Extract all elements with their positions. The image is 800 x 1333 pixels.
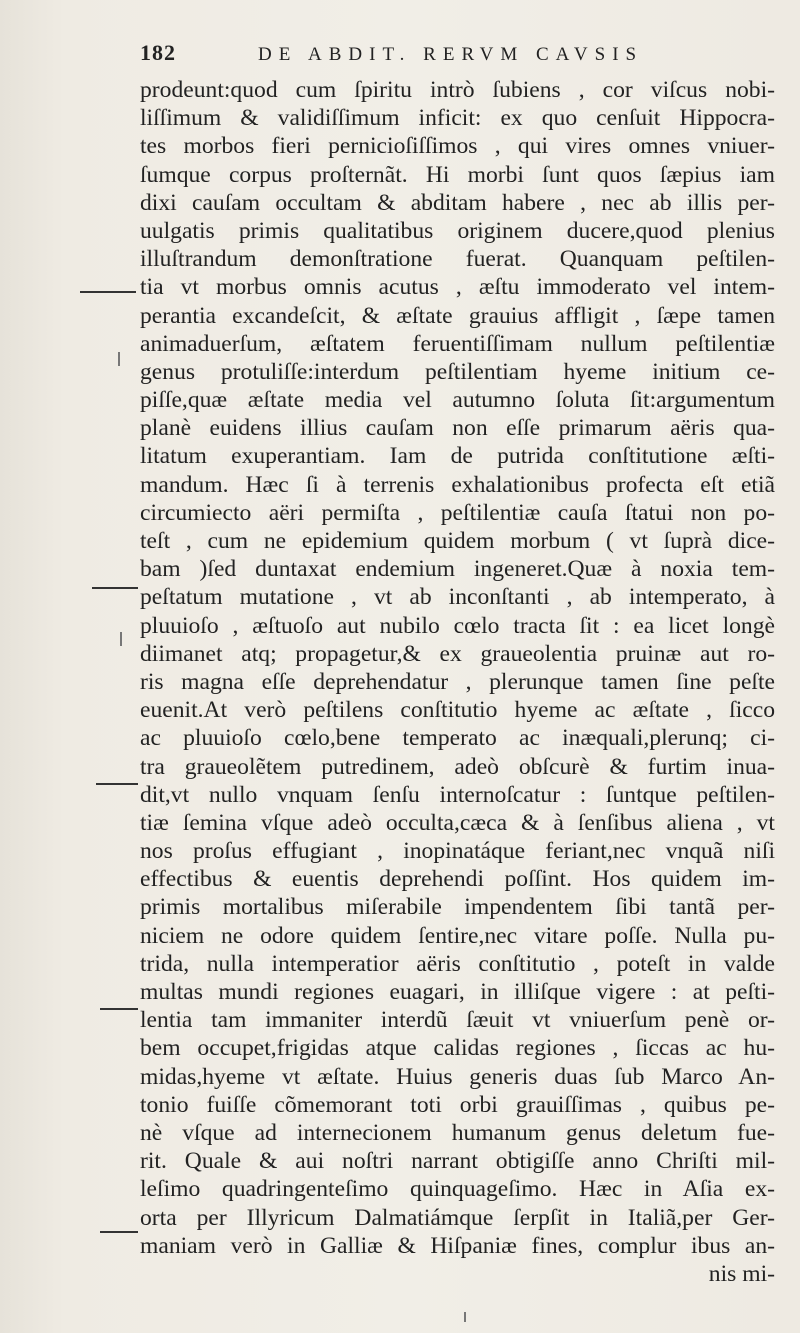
text-line: tonio fuiſſe cõmemorant toti orbi grauiſſimas , quibus pe- bbox=[140, 1091, 775, 1118]
text-line: ſumque corpus proſternãt. Hi morbi ſunt quos ſæpius iam bbox=[140, 161, 775, 188]
text-line: pluuioſo , æſtuoſo aut nubilo cœlo tracta ſit : ea licet longè bbox=[140, 612, 775, 639]
text-line: nos proſus effugiant , inopinatáque feriant,nec vnquã niſi bbox=[140, 838, 775, 865]
text-line: dit,vt nullo vnquam ſenſu internoſcatur : ſuntque peſtilen- bbox=[140, 781, 775, 808]
text-line: bem occupet,frigidas atque calidas regiones , ſiccas ac hu- bbox=[140, 1035, 775, 1062]
catchword: nis mi- bbox=[708, 1260, 775, 1287]
text-line: leſimo quadringenteſimo quinquageſimo. Hæc in Aſia ex- bbox=[140, 1176, 775, 1203]
text-line: rit. Quale & aui noſtri narrant obtigiſſe anno Chriſti mil- bbox=[140, 1148, 775, 1175]
text-line: effectibus & euentis deprehendi poſſint. Hos quidem im- bbox=[140, 866, 775, 893]
text-line: litatum exuperantiam. Iam de putrida conſtitutione æſti- bbox=[140, 443, 775, 470]
text-line: liſſimum & validiſſimum inficit: ex quo cenſuit Hippocra- bbox=[140, 105, 775, 132]
text-line: piſſe,quæ æſtate media vel autumno ſoluta ſit:argumentum bbox=[140, 387, 775, 414]
margin-stroke bbox=[96, 783, 138, 785]
text-line: uulgatis primis qualitatibus originem ducere,quod plenius bbox=[140, 217, 775, 244]
margin-stroke bbox=[100, 1008, 138, 1010]
text-line: diimanet atq; propagetur,& ex graueolentia pruinæ aut ro- bbox=[140, 640, 775, 667]
text-line: circumiecto aëri permiſta , peſtilentiæ cauſa ſtatui non po- bbox=[140, 499, 775, 526]
text-line: perantia excandeſcit, & æſtate grauius affligit , ſæpe tamen bbox=[140, 302, 775, 329]
text-line: illuſtrandum demonſtratione fuerat. Quanquam peſtilen- bbox=[140, 246, 775, 273]
text-line: multas mundi regiones euagari, in illiſque vigere : at peſti- bbox=[140, 979, 775, 1005]
text-line: lentia tam immaniter interdũ ſæuit vt vniuerſum penè or- bbox=[140, 1007, 775, 1034]
text-line: primis mortalibus miſerabile impendentem ſibi tantã per- bbox=[140, 894, 775, 921]
margin-stroke bbox=[92, 587, 138, 589]
margin-mark-small bbox=[118, 352, 120, 366]
text-line: trida, nulla intemperatior aëris conſtitutio , poteſt in valde bbox=[140, 950, 775, 977]
text-line: animaduerſum, æſtatem feruentiſſimam nullum peſtilentiæ bbox=[140, 330, 775, 357]
text-line: tiæ ſemina vſque adeò occulta,cæca & à ſenſibus aliena , vt bbox=[140, 809, 775, 836]
text-line: tra graueolẽtem putredinem, adeò obſcurè & furtim inua- bbox=[140, 753, 775, 780]
margin-mark-small bbox=[120, 632, 122, 646]
text-line: maniam verò in Galliæ & Hiſpaniæ fines, complur ibus an- bbox=[140, 1232, 775, 1259]
text-line: tia vt morbus omnis acutus , æſtu immoderato vel intem- bbox=[140, 274, 775, 301]
text-line: ac pluuioſo cœlo,bene temperato ac inæquali,plerunq; ci- bbox=[140, 725, 775, 752]
margin-stroke bbox=[80, 291, 136, 293]
text-line: genus protuliſſe:interdum peſtilentiam hyeme initium ce- bbox=[140, 358, 775, 385]
margin-mark-small bbox=[464, 1312, 466, 1322]
text-line: tes morbos fieri pernicioſiſſimos , qui vires omnes vniuer- bbox=[140, 133, 775, 160]
text-line: niciem ne odore quidem ſentire,nec vitare poſſe. Nulla pu- bbox=[140, 922, 775, 949]
text-line: orta per Illyricum Dalmatiámque ſerpſit in Italiã,per Ger- bbox=[140, 1204, 775, 1231]
running-header bbox=[140, 40, 760, 74]
text-line: euenit.At verò peſtilens conſtitutio hyeme ac æſtate , ſicco bbox=[140, 697, 775, 724]
text-line: dixi cauſam occultam & abditam habere , nec ab illis per- bbox=[140, 189, 775, 216]
margin-stroke bbox=[100, 1231, 138, 1233]
text-line: ris magna eſſe deprehendatur , plerunque tamen ſine peſte bbox=[140, 668, 775, 695]
text-line: peſtatum mutatione , vt ab inconſtanti , ab intemperato, à bbox=[140, 584, 775, 611]
text-line: nè vſque ad internecionem humanum genus deletum fue- bbox=[140, 1119, 775, 1146]
text-line: prodeunt:quod cum ſpiritu intrò ſubiens , cor viſcus nobi- bbox=[140, 77, 775, 103]
text-line: midas,hyeme vt æſtate. Huius generis duas ſub Marco An- bbox=[140, 1063, 775, 1090]
text-line: planè euidens illius cauſam non eſſe primarum aëris qua- bbox=[140, 415, 775, 442]
running-title: DE ABDIT. RERVM CAVSIS bbox=[258, 44, 644, 65]
text-line: bam )ſed duntaxat endemium ingeneret.Quæ à noxia tem- bbox=[140, 556, 775, 583]
body-text bbox=[140, 76, 775, 1288]
text-line: mandum. Hæc ſi à terrenis exhalationibus profecta eſt etiã bbox=[140, 471, 775, 498]
text-line: teſt , cum ne epidemium quidem morbum ( vt ſuprà dice- bbox=[140, 528, 775, 554]
page-number: 182 bbox=[140, 40, 176, 65]
